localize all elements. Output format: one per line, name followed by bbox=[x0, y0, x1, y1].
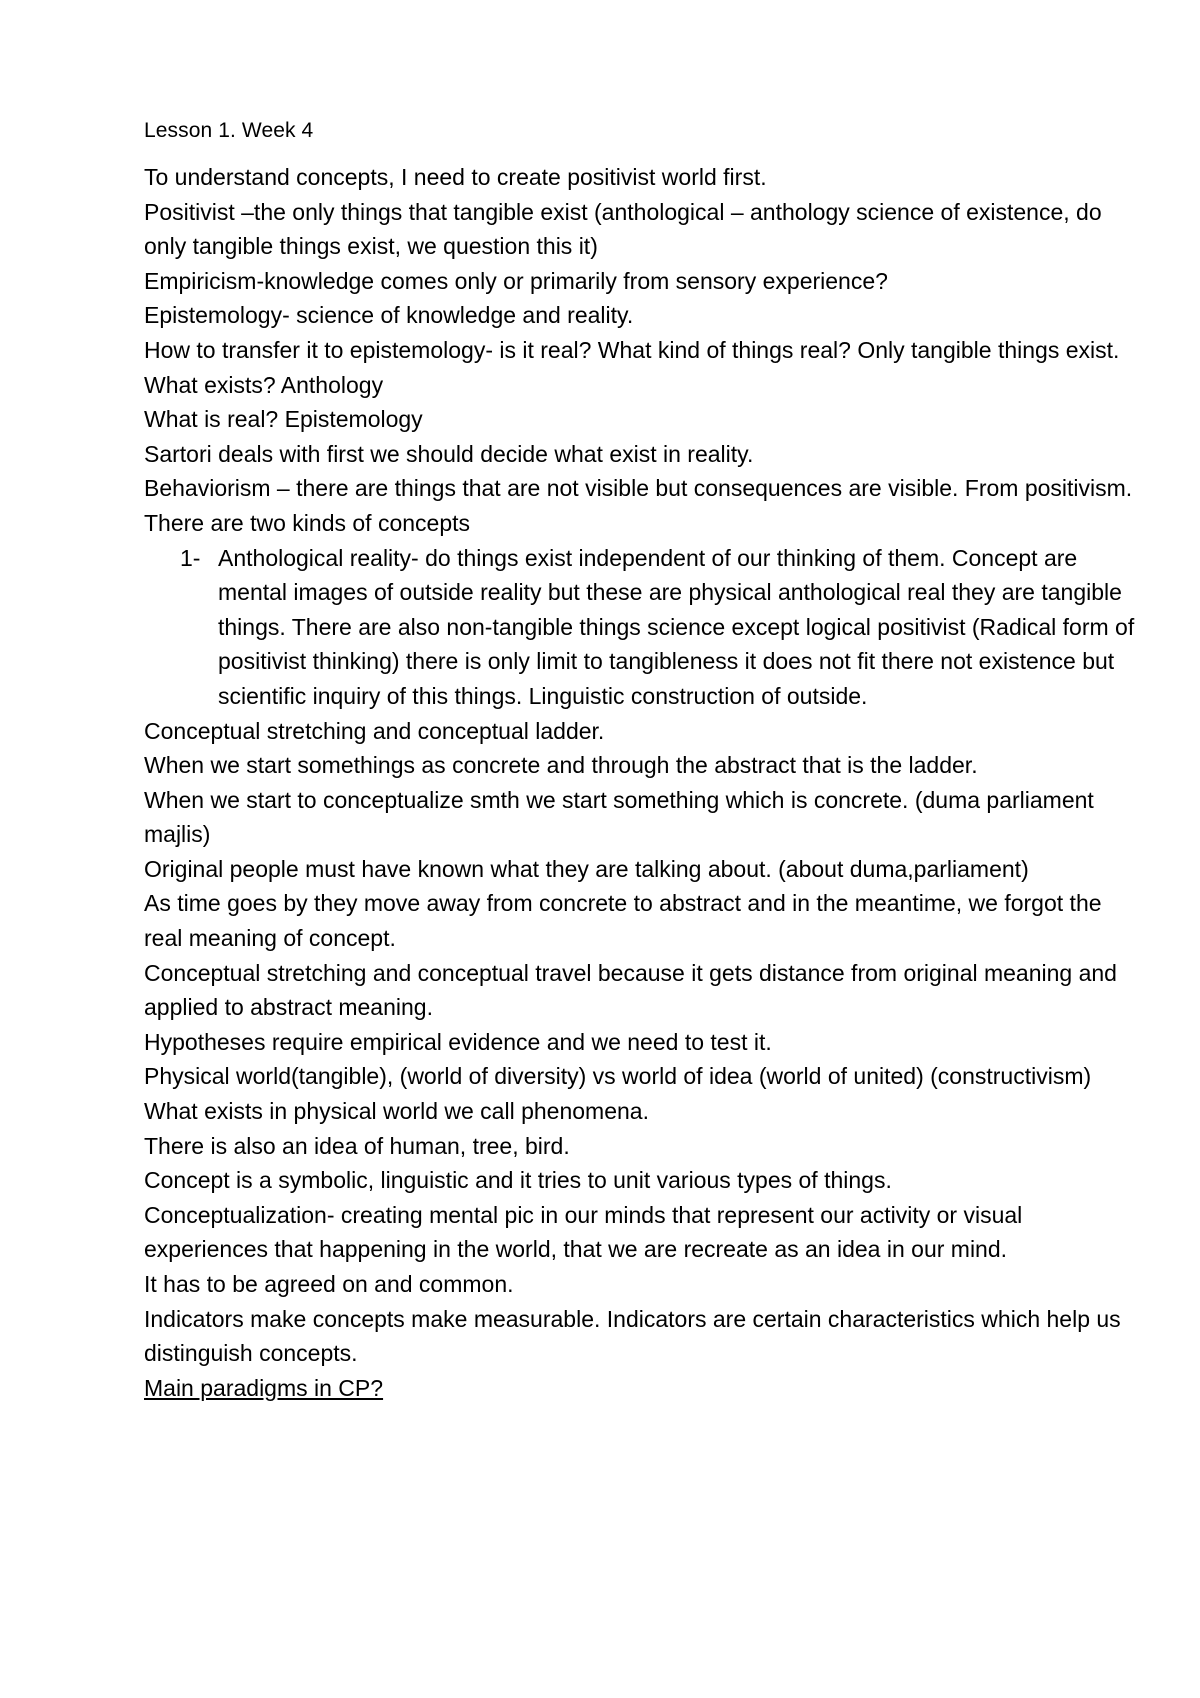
list-item bbox=[144, 541, 1144, 714]
paragraph: It has to be agreed on and common. bbox=[144, 1271, 514, 1297]
paragraph: When we start to conceptualize smth we start something which is concrete. (duma parliament majlis) bbox=[144, 786, 1094, 848]
paragraph: There are two kinds of concepts bbox=[144, 509, 470, 536]
paragraph: There is also an idea of human, tree, bird. bbox=[144, 1132, 570, 1159]
paragraph: As time goes by they move away from concrete to abstract and in the meantime, we forgot the real meaning of concept. bbox=[144, 890, 1102, 952]
paragraph: Epistemology- science of knowledge and reality. bbox=[144, 302, 634, 329]
paragraph: What exists? Anthology bbox=[144, 371, 384, 398]
closing-heading: Main paradigms in CP? bbox=[144, 1374, 384, 1401]
paragraph: Conceptual stretching and conceptual travel because it gets distance from original meaning and applied to abstract meaning. bbox=[144, 959, 1117, 1021]
paragraph: Behaviorism – there are things that are not visible but consequences are visible. From positivism. bbox=[144, 475, 1133, 502]
list-item-number: 1- bbox=[180, 544, 201, 571]
paragraph: Empiricism-knowledge comes only or primarily from sensory experience? bbox=[144, 267, 888, 294]
paragraph: What exists in physical world we call phenomena. bbox=[144, 1098, 649, 1125]
document-title: Lesson 1. Week 4 bbox=[144, 119, 314, 142]
numbered-list bbox=[144, 541, 1144, 714]
paragraph: Hypotheses require empirical evidence and we need to test it. bbox=[144, 1028, 772, 1055]
paragraph: Indicators make concepts make measurable. Indicators are certain characteristics which help us distinguish concepts. bbox=[144, 1305, 1121, 1367]
paragraph: What is real? Epistemology bbox=[144, 406, 423, 433]
document-page bbox=[144, 114, 1144, 1405]
paragraph: Conceptualization- creating mental pic in our minds that represent our activity or visual experiences that happening in the world, that we are recreate as an idea in our mind. bbox=[144, 1201, 1023, 1263]
paragraph: Physical world(tangible), (world of diversity) vs world of idea (world of united) (constructivism) bbox=[144, 1063, 1092, 1090]
paragraph: Conceptual stretching and conceptual ladder. bbox=[144, 717, 605, 744]
paragraph: Sartori deals with first we should decide what exist in reality. bbox=[144, 440, 754, 467]
paragraph: How to transfer it to epistemology- is it real? What kind of things real? Only tangible things exist. bbox=[144, 336, 1120, 363]
paragraph: To understand concepts, I need to create positivist world first. bbox=[144, 164, 767, 190]
paragraph: Positivist –the only things that tangible exist (anthological – anthology science of existence, do only tangible things exist, we question this it) bbox=[144, 198, 1102, 260]
paragraph: When we start somethings as concrete and through the abstract that is the ladder. bbox=[144, 752, 978, 779]
list-item-text: Anthological reality- do things exist independent of our thinking of them. Concept are mental images of outside reality but these are physical anthological real they are tangible things. There are also non-tangible things science except logical positivist (Radical form of positivist thinking) there is only limit to tangibleness it does not fit there not existence but scientific inquiry of this things. Linguistic construction of outside. bbox=[218, 544, 1135, 709]
paragraph: Concept is a symbolic, linguistic and it tries to unit various types of things. bbox=[144, 1167, 892, 1194]
paragraph: Original people must have known what they are talking about. (about duma,parliament) bbox=[144, 855, 1029, 882]
